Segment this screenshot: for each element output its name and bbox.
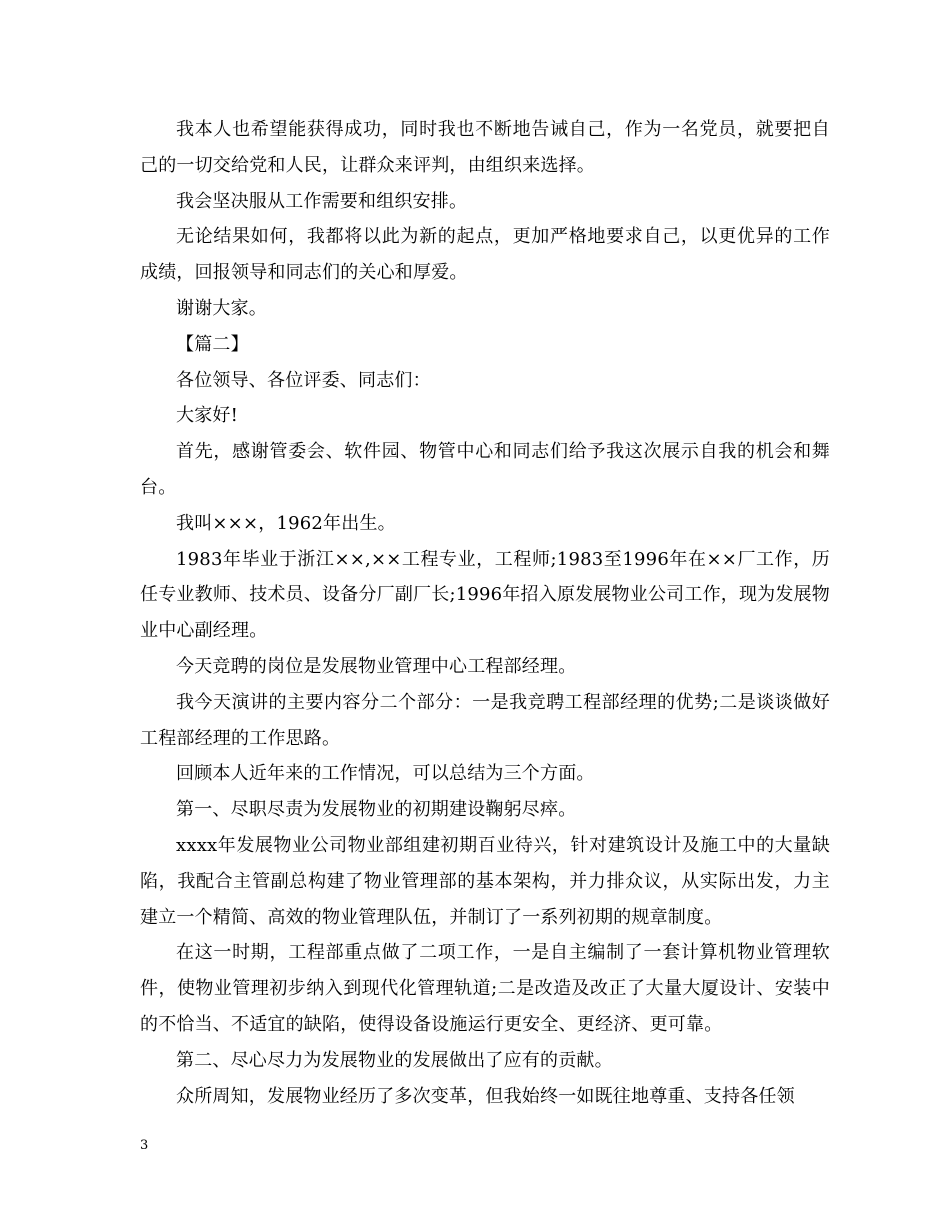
- section-heading: 【篇二】: [176, 333, 249, 355]
- paragraph: 众所周知，发展物业经历了多次变革，但我始终一如既往地尊重、支持各任领: [176, 1085, 795, 1107]
- paragraph: 在这一时期，工程部重点做了二项工作，一是自主编制了一套计算机物业管理软件，使物业管理初步纳入到现代化管理轨道;二是改造及改正了大量大厦设计、安装中的不恰当、不适宜的缺陷，使得设备设施运行更安全、更经济、更可靠。: [140, 942, 830, 1035]
- paragraph: 各位领导、各位评委、同志们：: [176, 369, 431, 391]
- paragraph: 第一、尽职尽责为发展物业的初期建设鞠躬尽瘁。: [176, 799, 577, 821]
- paragraph: xxxx年发展物业公司物业部组建初期百业待兴，针对建筑设计及施工中的大量缺陷，我配合主管副总构建了物业管理部的基本架构，并力排众议，从实际出发，力主建立一个精简、高效的物业管理队伍，并制订了一系列初期的规章制度。: [140, 834, 830, 928]
- paragraph: 我本人也希望能获得成功，同时我也不断地告诫自己，作为一名党员，就要把自己的一切交给党和人民，让群众来评判，由组织来选择。: [140, 119, 830, 176]
- document-body: [140, 112, 830, 1114]
- paragraph: 首先，感谢管委会、软件园、物管中心和同志们给予我这次展示自我的机会和舞台。: [140, 441, 830, 498]
- paragraph: 谢谢大家。: [176, 297, 267, 319]
- paragraph: 我今天演讲的主要内容分二个部分：一是我竞聘工程部经理的优势;二是谈谈做好工程部经理的工作思路。: [140, 691, 830, 749]
- paragraph: 我会坚决服从工作需要和组织安排。: [176, 190, 468, 212]
- paragraph: 大家好!: [176, 405, 239, 427]
- page-number: 3: [140, 1138, 149, 1153]
- paragraph: 1983年毕业于浙江××,××工程专业，工程师;1983至1996年在××厂工作，历任专业教师、技术员、设备分厂副厂长;1996年招入原发展物业公司工作，现为发展物业中心副经理。: [140, 548, 830, 642]
- paragraph: 回顾本人近年来的工作情况，可以总结为三个方面。: [176, 763, 595, 785]
- paragraph: 我叫×××，1962年出生。: [176, 512, 396, 534]
- paragraph: 今天竞聘的岗位是发展物业管理中心工程部经理。: [176, 655, 577, 677]
- paragraph: 第二、尽心尽力为发展物业的发展做出了应有的贡献。: [176, 1049, 613, 1071]
- paragraph: 无论结果如何，我都将以此为新的起点，更加严格地要求自己，以更优异的工作成绩，回报领导和同志们的关心和厚爱。: [140, 226, 830, 284]
